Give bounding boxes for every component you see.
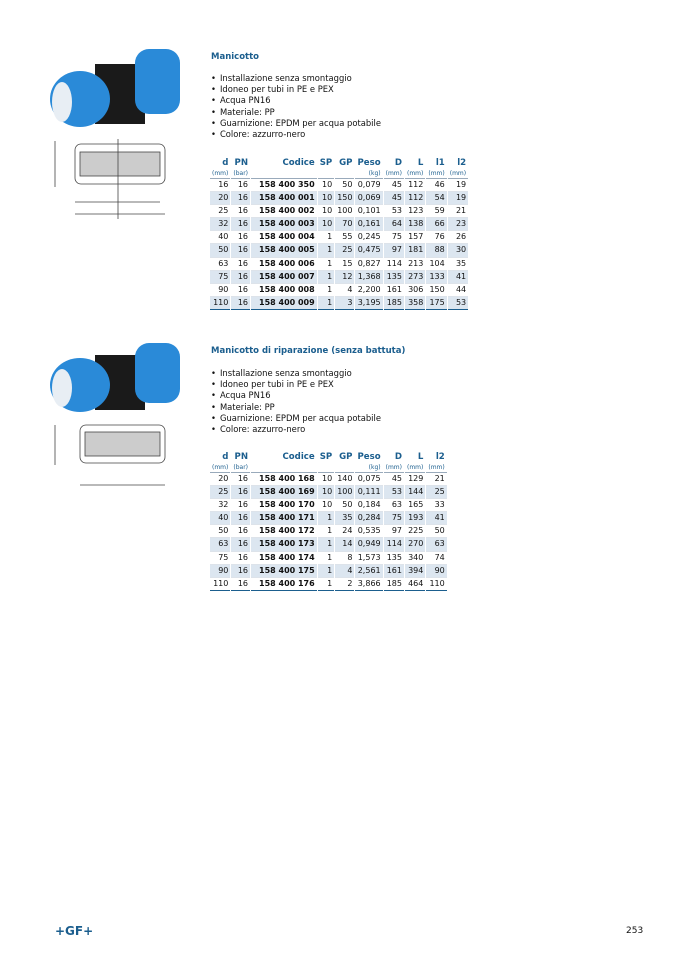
table-cell: 45 <box>384 179 404 192</box>
column-header: d <box>222 452 229 462</box>
table-cell: 150 <box>426 284 446 297</box>
table-cell: 3,866 <box>355 578 382 591</box>
table-cell: 225 <box>405 525 425 538</box>
table-cell: 100 <box>335 205 354 218</box>
table-cell: 63 <box>384 499 404 512</box>
feature-list <box>211 73 381 140</box>
table-cell: 64 <box>384 218 404 231</box>
table-cell: 112 <box>405 192 425 205</box>
table-cell: 20 <box>210 473 230 486</box>
table-cell: 76 <box>426 231 446 244</box>
table-cell: 1 <box>318 578 335 591</box>
table-cell: 1 <box>318 538 335 551</box>
column-unit: (mm) <box>449 170 467 177</box>
feature-item: • Acqua PN16 <box>211 95 381 106</box>
table-cell: 358 <box>405 297 425 310</box>
table-cell: 181 <box>405 244 425 257</box>
table-cell: 70 <box>335 218 354 231</box>
product-code: 158 400 005 <box>251 244 317 257</box>
table-cell: 270 <box>405 538 425 551</box>
table-cell: 16 <box>210 179 230 192</box>
product-code: 158 400 174 <box>251 552 317 565</box>
table-cell: 10 <box>318 473 335 486</box>
column-header: D <box>394 452 402 462</box>
table-cell: 1,368 <box>355 271 382 284</box>
table-cell: 133 <box>426 271 446 284</box>
table-cell: 0,184 <box>355 499 382 512</box>
table-cell: 16 <box>231 231 250 244</box>
table-row <box>210 486 447 499</box>
table-cell: 100 <box>335 486 354 499</box>
column-header: L <box>417 158 424 168</box>
table-cell: 16 <box>231 218 250 231</box>
table-row <box>210 512 447 525</box>
column-header: l1 <box>435 158 445 168</box>
table-row <box>210 525 447 538</box>
table-cell: 16 <box>231 578 250 591</box>
table-row <box>210 565 447 578</box>
table-cell: 46 <box>426 179 446 192</box>
table-cell: 44 <box>448 284 468 297</box>
table-cell: 41 <box>448 271 468 284</box>
table-row <box>210 284 468 297</box>
column-header: GP <box>339 452 353 462</box>
table-row <box>210 205 468 218</box>
table-cell: 88 <box>426 244 446 257</box>
table-cell: 53 <box>448 297 468 310</box>
table-cell: 32 <box>210 218 230 231</box>
table-cell: 25 <box>426 486 446 499</box>
table-cell: 0,079 <box>355 179 382 192</box>
table-cell: 16 <box>231 258 250 271</box>
table-cell: 16 <box>231 538 250 551</box>
column-header: Peso <box>357 452 381 462</box>
table-cell: 161 <box>384 565 404 578</box>
product-code: 158 400 008 <box>251 284 317 297</box>
table-cell: 110 <box>426 578 446 591</box>
table-cell: 110 <box>210 578 230 591</box>
column-unit <box>251 169 317 179</box>
table-cell: 464 <box>405 578 425 591</box>
table-cell: 16 <box>231 499 250 512</box>
table-cell: 4 <box>335 284 354 297</box>
feature-item: • Installazione senza smontaggio <box>211 368 381 379</box>
section-title: Manicotto <box>211 52 260 62</box>
feature-item: • Idoneo per tubi in PE e PEX <box>211 84 381 95</box>
column-unit: (mm) <box>407 170 424 177</box>
table-cell: 90 <box>210 284 230 297</box>
table-cell: 0,069 <box>355 192 382 205</box>
table-row <box>210 473 447 486</box>
table-cell: 53 <box>384 486 404 499</box>
table-cell: 23 <box>448 218 468 231</box>
table-cell: 25 <box>210 486 230 499</box>
column-unit: (mm) <box>385 464 402 471</box>
table-cell: 54 <box>426 192 446 205</box>
table-cell: 35 <box>448 258 468 271</box>
table-row <box>210 578 447 591</box>
table-cell: 32 <box>210 499 230 512</box>
table-cell: 10 <box>318 218 335 231</box>
column-unit <box>251 463 317 473</box>
column-unit: (bar) <box>233 464 249 471</box>
column-header: SP <box>319 452 333 462</box>
table-cell: 21 <box>426 473 446 486</box>
table-cell: 157 <box>405 231 425 244</box>
table-cell: 26 <box>448 231 468 244</box>
table-cell: 1 <box>318 525 335 538</box>
table-cell: 16 <box>231 552 250 565</box>
column-header: PN <box>234 452 249 462</box>
feature-item: • Installazione senza smontaggio <box>211 73 381 84</box>
table-cell: 0,101 <box>355 205 382 218</box>
table-cell: 16 <box>231 244 250 257</box>
table-cell: 75 <box>384 231 404 244</box>
table-cell: 75 <box>210 271 230 284</box>
table-cell: 150 <box>335 192 354 205</box>
table-cell: 97 <box>384 525 404 538</box>
coupling-product-image <box>40 44 200 219</box>
table-cell: 10 <box>318 179 335 192</box>
table-cell: 53 <box>384 205 404 218</box>
table-cell: 175 <box>426 297 446 310</box>
table-cell: 16 <box>231 512 250 525</box>
feature-item: • Materiale: PP <box>211 107 381 118</box>
gf-logo: +GF+ <box>55 924 94 938</box>
repair-coupling-product-image <box>40 340 200 490</box>
table-cell: 24 <box>335 525 354 538</box>
table-cell: 97 <box>384 244 404 257</box>
column-header: l2 <box>457 158 467 168</box>
table-cell: 16 <box>231 192 250 205</box>
feature-list <box>211 368 381 435</box>
table-cell: 59 <box>426 205 446 218</box>
table-cell: 193 <box>405 512 425 525</box>
feature-item: • Materiale: PP <box>211 402 381 413</box>
column-unit <box>335 463 354 473</box>
table-cell: 1 <box>318 244 335 257</box>
column-header: L <box>417 452 424 462</box>
table-cell: 14 <box>335 538 354 551</box>
table-cell: 135 <box>384 552 404 565</box>
product-code: 158 400 172 <box>251 525 317 538</box>
table-cell: 123 <box>405 205 425 218</box>
table-cell: 63 <box>210 538 230 551</box>
table-cell: 0,949 <box>355 538 382 551</box>
column-unit: (kg) <box>355 463 382 473</box>
table-cell: 16 <box>231 473 250 486</box>
product-code: 158 400 007 <box>251 271 317 284</box>
feature-item: • Colore: azzurro-nero <box>211 129 381 140</box>
feature-item: • Guarnizione: EPDM per acqua potabile <box>211 413 381 424</box>
product-code: 158 400 175 <box>251 565 317 578</box>
product-code: 158 400 168 <box>251 473 317 486</box>
product-code: 158 400 173 <box>251 538 317 551</box>
feature-item: • Acqua PN16 <box>211 390 381 401</box>
column-header: Codice <box>282 452 315 462</box>
table-cell: 161 <box>384 284 404 297</box>
table-cell: 1 <box>318 271 335 284</box>
feature-item: • Idoneo per tubi in PE e PEX <box>211 379 381 390</box>
table-cell: 0,284 <box>355 512 382 525</box>
section-title: Manicotto di riparazione (senza battuta) <box>211 346 406 356</box>
table-cell: 12 <box>335 271 354 284</box>
table-cell: 2 <box>335 578 354 591</box>
product-table <box>209 158 469 310</box>
table-cell: 75 <box>384 512 404 525</box>
table-cell: 50 <box>210 244 230 257</box>
product-code: 158 400 171 <box>251 512 317 525</box>
table-cell: 10 <box>318 499 335 512</box>
table-row <box>210 297 468 310</box>
table-cell: 10 <box>318 486 335 499</box>
column-header: d <box>222 158 229 168</box>
table-cell: 1 <box>318 284 335 297</box>
table-cell: 16 <box>231 297 250 310</box>
table-row <box>210 258 468 271</box>
table-cell: 1 <box>318 297 335 310</box>
table-cell: 2,200 <box>355 284 382 297</box>
column-unit: (bar) <box>233 170 249 177</box>
table-cell: 2,561 <box>355 565 382 578</box>
column-unit: (kg) <box>355 169 382 179</box>
column-header: l2 <box>435 452 445 462</box>
product-code: 158 400 350 <box>251 179 317 192</box>
table-row <box>210 271 468 284</box>
table-cell: 55 <box>335 231 354 244</box>
table-cell: 21 <box>448 205 468 218</box>
feature-item: • Colore: azzurro-nero <box>211 424 381 435</box>
table-cell: 0,111 <box>355 486 382 499</box>
table-row <box>210 231 468 244</box>
product-table <box>209 452 448 591</box>
table-cell: 16 <box>231 525 250 538</box>
product-code: 158 400 170 <box>251 499 317 512</box>
table-cell: 74 <box>426 552 446 565</box>
column-unit: (mm) <box>212 464 229 471</box>
product-code: 158 400 003 <box>251 218 317 231</box>
column-unit: (mm) <box>428 170 445 177</box>
column-unit <box>318 169 335 179</box>
table-cell: 0,075 <box>355 473 382 486</box>
table-cell: 30 <box>448 244 468 257</box>
table-cell: 394 <box>405 565 425 578</box>
table-cell: 1,573 <box>355 552 382 565</box>
table-cell: 16 <box>231 486 250 499</box>
table-cell: 114 <box>384 538 404 551</box>
table-cell: 140 <box>335 473 354 486</box>
column-header: Codice <box>282 158 315 168</box>
column-header: GP <box>339 158 353 168</box>
table-row <box>210 244 468 257</box>
table-row <box>210 179 468 192</box>
table-cell: 306 <box>405 284 425 297</box>
table-cell: 0,535 <box>355 525 382 538</box>
table-cell: 66 <box>426 218 446 231</box>
table-cell: 135 <box>384 271 404 284</box>
table-cell: 340 <box>405 552 425 565</box>
coupling-technical-drawing <box>55 139 165 219</box>
table-cell: 10 <box>318 192 335 205</box>
table-row <box>210 552 447 565</box>
table-cell: 25 <box>335 244 354 257</box>
table-cell: 185 <box>384 578 404 591</box>
table-cell: 165 <box>405 499 425 512</box>
table-cell: 20 <box>210 192 230 205</box>
table-cell: 50 <box>210 525 230 538</box>
product-code: 158 400 001 <box>251 192 317 205</box>
table-cell: 41 <box>426 512 446 525</box>
table-cell: 15 <box>335 258 354 271</box>
column-unit <box>335 169 354 179</box>
table-cell: 50 <box>426 525 446 538</box>
table-cell: 3,195 <box>355 297 382 310</box>
table-cell: 0,475 <box>355 244 382 257</box>
table-cell: 75 <box>210 552 230 565</box>
table-cell: 138 <box>405 218 425 231</box>
product-code: 158 400 004 <box>251 231 317 244</box>
product-code: 158 400 009 <box>251 297 317 310</box>
feature-item: • Guarnizione: EPDM per acqua potabile <box>211 118 381 129</box>
table-cell: 45 <box>384 192 404 205</box>
column-header: Peso <box>357 158 381 168</box>
table-cell: 35 <box>335 512 354 525</box>
table-cell: 1 <box>318 552 335 565</box>
table-cell: 0,827 <box>355 258 382 271</box>
product-code: 158 400 002 <box>251 205 317 218</box>
table-cell: 16 <box>231 284 250 297</box>
product-code: 158 400 006 <box>251 258 317 271</box>
table-cell: 50 <box>335 499 354 512</box>
page-number: 253 <box>626 926 644 936</box>
table-cell: 1 <box>318 512 335 525</box>
table-cell: 45 <box>384 473 404 486</box>
table-cell: 16 <box>231 271 250 284</box>
column-unit: (mm) <box>385 170 402 177</box>
coupling-photo <box>50 49 180 127</box>
table-cell: 63 <box>210 258 230 271</box>
column-unit <box>318 463 335 473</box>
table-cell: 114 <box>384 258 404 271</box>
table-cell: 1 <box>318 258 335 271</box>
column-header: SP <box>319 158 333 168</box>
table-cell: 40 <box>210 512 230 525</box>
table-cell: 40 <box>210 231 230 244</box>
table-cell: 10 <box>318 205 335 218</box>
table-cell: 129 <box>405 473 425 486</box>
table-cell: 63 <box>426 538 446 551</box>
table-cell: 112 <box>405 179 425 192</box>
column-unit: (mm) <box>428 464 445 471</box>
table-cell: 8 <box>335 552 354 565</box>
table-cell: 1 <box>318 231 335 244</box>
table-cell: 50 <box>335 179 354 192</box>
table-cell: 90 <box>426 565 446 578</box>
table-cell: 90 <box>210 565 230 578</box>
table-cell: 213 <box>405 258 425 271</box>
table-cell: 0,161 <box>355 218 382 231</box>
product-code: 158 400 169 <box>251 486 317 499</box>
table-row <box>210 499 447 512</box>
product-code: 158 400 176 <box>251 578 317 591</box>
column-unit: (mm) <box>407 464 424 471</box>
column-header: D <box>394 158 402 168</box>
table-cell: 16 <box>231 179 250 192</box>
table-cell: 0,245 <box>355 231 382 244</box>
column-header: PN <box>234 158 249 168</box>
table-cell: 3 <box>335 297 354 310</box>
table-cell: 110 <box>210 297 230 310</box>
table-cell: 33 <box>426 499 446 512</box>
table-cell: 16 <box>231 565 250 578</box>
table-cell: 144 <box>405 486 425 499</box>
table-cell: 104 <box>426 258 446 271</box>
table-cell: 1 <box>318 565 335 578</box>
table-cell: 19 <box>448 179 468 192</box>
column-unit: (mm) <box>212 170 229 177</box>
table-cell: 273 <box>405 271 425 284</box>
table-cell: 185 <box>384 297 404 310</box>
table-cell: 4 <box>335 565 354 578</box>
table-cell: 19 <box>448 192 468 205</box>
table-row <box>210 218 468 231</box>
table-row <box>210 192 468 205</box>
table-cell: 25 <box>210 205 230 218</box>
table-cell: 16 <box>231 205 250 218</box>
table-row <box>210 538 447 551</box>
